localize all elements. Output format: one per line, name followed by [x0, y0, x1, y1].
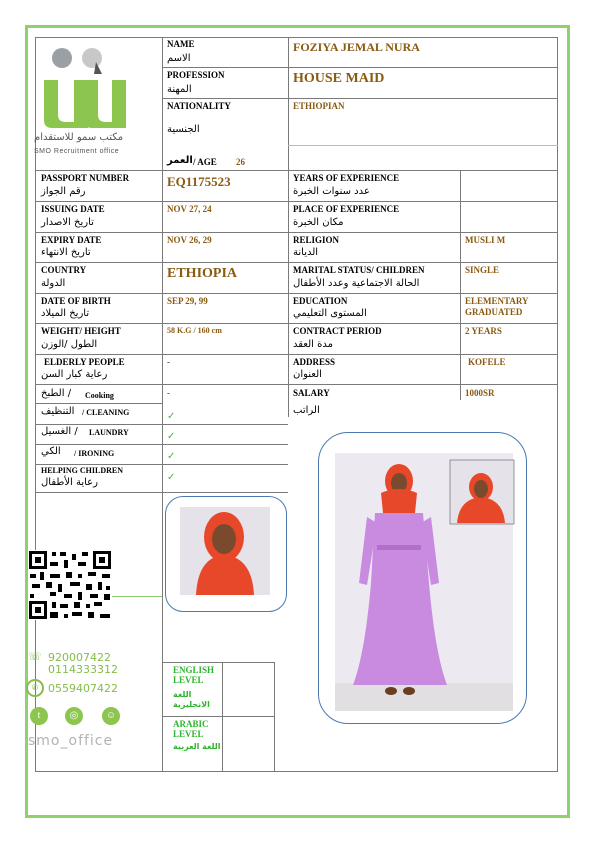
nationality-value: ETHIOPIAN	[293, 101, 345, 111]
place-experience-label: PLACE OF EXPERIENCE	[293, 204, 400, 214]
ironing-check-icon: ✓	[167, 451, 176, 462]
profession-label: PROFESSION	[167, 70, 225, 80]
marital-status-label-ar: الحالة الاجتماعية وعدد الأطفال	[293, 278, 420, 289]
country-label: COUNTRY	[41, 265, 87, 275]
address-value: KOFELE	[468, 357, 506, 367]
qr-code[interactable]	[28, 550, 112, 620]
country-label-ar: الدولة	[41, 278, 66, 289]
passport-value: EQ1175523	[167, 174, 231, 189]
passport-label-ar: رقم الجواز	[41, 186, 86, 197]
address-label: ADDRESS	[293, 357, 336, 367]
religion-label: RELIGION	[293, 235, 340, 245]
elderly-label-ar: رعاية كبار السن	[41, 369, 108, 380]
arabic-level-label-ar: اللغة العربية	[173, 742, 221, 751]
salary-label-ar: الراتب	[293, 405, 320, 416]
expiry-date-label: EXPIRY DATE	[41, 235, 102, 245]
salary-label: SALARY	[293, 388, 330, 398]
arabic-level-label: ARABIC LEVEL	[173, 719, 209, 739]
profession-value: HOUSE MAID	[293, 71, 385, 86]
country-value: ETHIOPIA	[167, 266, 238, 281]
full-body-photo-frame	[318, 432, 527, 724]
ironing-label: / IRONING	[74, 449, 115, 458]
elderly-label: ELDERLY PEOPLE	[44, 357, 125, 367]
cooking-value: -	[167, 388, 170, 398]
age-label: / AGE	[193, 157, 217, 167]
education-label: EDUCATION	[293, 296, 348, 306]
expiry-date-value: NOV 26, 29	[167, 235, 212, 245]
profession-label-ar: المهنة	[167, 84, 192, 95]
expiry-date-label-ar: تاريخ الانتهاء	[41, 247, 91, 258]
phone-icon: ☏	[28, 651, 42, 663]
logo-name-en: SMO Recruitment office	[34, 148, 120, 155]
age-label-ar: العمر	[167, 155, 193, 166]
helping-children-check-icon: ✓	[167, 472, 176, 483]
whatsapp-number[interactable]: 0559407422	[48, 682, 118, 695]
issuing-date-label: ISSUING DATE	[41, 204, 105, 214]
laundry-label: LAUNDRY	[89, 428, 129, 437]
issuing-date-label-ar: تاريخ الاصدار	[41, 217, 94, 228]
whatsapp-icon: ✆	[26, 679, 44, 697]
weight-height-value: 58 K.G / 160 cm	[167, 326, 222, 335]
logo-name-ar: مكتب سمو للاستقدام	[34, 132, 124, 143]
salary-value: 1000SR	[465, 388, 495, 398]
weight-height-label-ar: الطول /الوزن	[41, 339, 98, 350]
company-logo	[34, 40, 160, 165]
issuing-date-value: NOV 27, 24	[167, 204, 212, 214]
elderly-value: -	[167, 357, 170, 367]
dob-label: DATE OF BIRTH	[41, 296, 111, 306]
qr-code-icon	[28, 550, 112, 620]
laundry-check-icon: ✓	[167, 431, 176, 442]
contract-period-value: 2 YEARS	[465, 326, 502, 336]
snapchat-icon[interactable]: ☺	[102, 707, 120, 725]
contract-period-label-ar: مدة العقد	[293, 339, 333, 350]
cleaning-check-icon: ✓	[167, 411, 176, 422]
passport-photo-frame	[165, 496, 287, 612]
dob-label-ar: تاريخ الميلاد	[41, 308, 90, 319]
nationality-label-ar: الجنسية	[167, 124, 200, 135]
address-label-ar: العنوان	[293, 369, 322, 380]
marital-status-label: MARITAL STATUS/ CHILDREN	[293, 265, 425, 275]
education-value: ELEMENTARY GRADUATED	[465, 296, 529, 317]
place-experience-label-ar: مكان الخبرة	[293, 217, 344, 228]
years-experience-label: YEARS OF EXPERIENCE	[293, 173, 400, 183]
full-body-photo	[319, 433, 526, 723]
marital-status-value: SINGLE	[465, 265, 500, 275]
education-label-ar: المستوى التعليمي	[293, 308, 367, 319]
ironing-label-ar: الكي	[41, 446, 61, 457]
social-handle[interactable]: smo_office	[28, 733, 114, 749]
passport-photo	[166, 497, 286, 611]
logo-icon	[40, 40, 160, 135]
passport-label: PASSPORT NUMBER	[41, 173, 130, 183]
dob-value: SEP 29, 99	[167, 296, 208, 306]
name-label: NAME	[167, 39, 195, 49]
phone2[interactable]: 0114333312	[48, 663, 118, 676]
years-experience-label-ar: عدد سنوات الخبرة	[293, 186, 370, 197]
instagram-icon[interactable]: ◎	[65, 707, 83, 725]
english-level-label-ar: اللغة الانجليزية	[173, 690, 210, 709]
cooking-label: Cooking	[85, 391, 114, 400]
religion-label-ar: الديانة	[293, 247, 319, 258]
twitter-icon[interactable]: t	[30, 707, 48, 725]
religion-value: MUSLI M	[465, 235, 506, 245]
phone1[interactable]: 920007422	[48, 651, 111, 664]
laundry-label-ar: الغسيل /	[41, 426, 78, 437]
helping-children-label: HELPING CHILDREN	[41, 466, 124, 475]
helping-children-label-ar: رعاية الأطفال	[41, 477, 98, 488]
contract-period-label: CONTRACT PERIOD	[293, 326, 382, 336]
english-level-label: ENGLISH LEVEL	[173, 665, 215, 685]
cooking-label-ar: الطبخ /	[41, 388, 72, 399]
weight-height-label: WEIGHT/ HEIGHT	[41, 326, 121, 336]
cleaning-label: / CLEANING	[82, 408, 130, 417]
age-value: 26	[236, 157, 245, 167]
name-value: FOZIYA JEMAL NURA	[293, 40, 420, 54]
nationality-label: NATIONALITY	[167, 101, 231, 111]
cleaning-label-ar: التنظيف	[41, 406, 75, 417]
name-label-ar: الاسم	[167, 53, 191, 64]
